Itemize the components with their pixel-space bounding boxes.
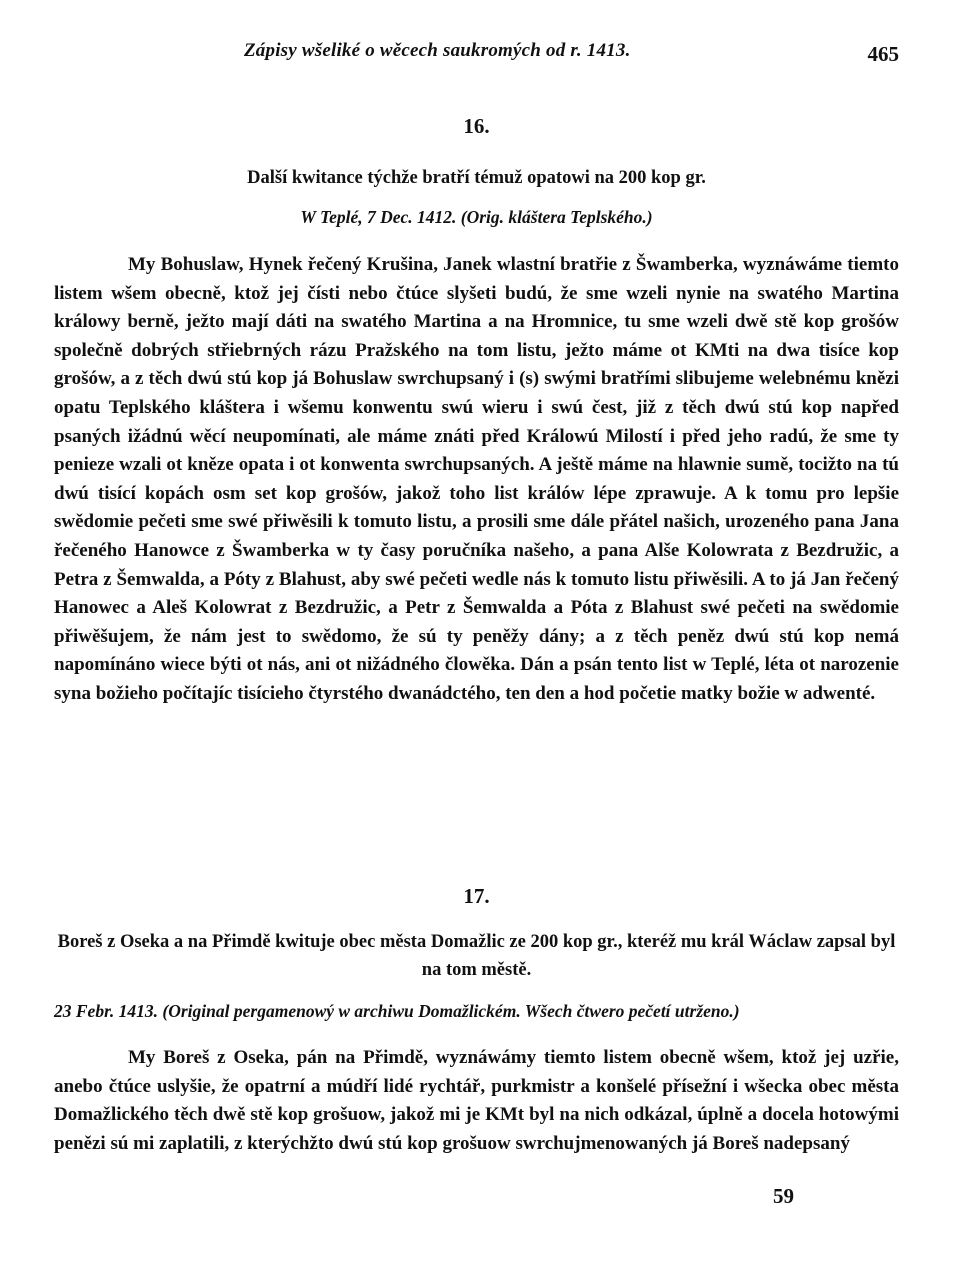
document-dating: W Teplé, 7 Dec. 1412. (Orig. kláštera Teplského.) [300, 207, 653, 227]
page-number: 465 [867, 42, 899, 66]
signature-mark: 59 [773, 1184, 794, 1208]
document-number: 17. [463, 884, 490, 908]
document-regest: Další kwitance týchže bratří témuž opatowi na 200 kop gr. [247, 168, 706, 188]
document-page [54, 0, 899, 1280]
running-head [54, 40, 899, 70]
running-title: Zápisy wšeliké o wěcech saukromých od r. 1413. [244, 40, 631, 61]
document-dating: 23 Febr. 1413. (Original pergamenowý w archiwu Domažlickém. Wšech čtwero pečetí utrženo.) [54, 1001, 740, 1021]
document-body: My Boreš z Oseka, pán na Přimdě, wyznáwámy tiemto listem obecně wšem, ktož jej uzřie, anebo čtúce uslyšie, že opatrní a múdří lidé rychtář, purkmistr a konšelé přísežní i wšecka obec města Domažlického těch dwě stě kop grošuow, jakož mi je KMt byl na nich odkázal, úplně a docela hotowými penězi sú mi zaplatili, z kterýchžto dwú stú kop grošuow swrchujmenowaných já Boreš nadepsaný [54, 1047, 899, 1154]
document-regest: Boreš z Oseka a na Přimdě kwituje obec města Domažlic ze 200 kop gr., kteréž mu král Wáclaw zapsal byl na tom městě. [57, 932, 896, 980]
document-number: 16. [463, 114, 490, 138]
document-body: My Bohuslaw, Hynek řečený Krušina, Janek wlastní bratřie z Šwamberka, wyznáwáme tiemto listem wšem obecně, ktož jej čísti nebo čtúce slyšeti budú, že sme wzeli nynie na swatého Martina králowy berně, ježto mají dáti na swatého Martina a na Hromnice, tu sme wzeli dwě stě kop grošów společně dobrých střiebrných rázu Pražského na tom listu, ježto máme ot KMti na dwa tisíce kop grošów, a z těch dwú stú kop já Bohuslaw swrchupsaný i (s) swými bratřími slibujeme welebnému knězi opatu Teplského kláštera i wšemu konwentu swú wieru i swú čest, již z těch dwú stú kop napřed psaných ižádnú wěcí neupomínati, ale máme znáti před Králowú Milostí i před jeho radú, že sme ty penieze wzali ot kněze opata i ot konwenta swrchupsaných. A ještě máme na hlawnie sumě, tocižto na tú dwú tisící kopách osm set kop grošów, jakož toho list králów lépe zprawuje. A k tomu pro lepšie swědomie pečeti sme swé přiwěsili k tomuto listu, a prosili sme dále přátel našich, urozeného pana Jana řečeného Hanowce z Šwamberka w ty časy poručníka našeho, a pana Alše Kolowrata z Bezdružic, a Petra z Šemwalda, a Póty z Blahust, aby swé pečeti wedle nás k tomuto listu přiwěsili. A to já Jan řečený Hanowec a Aleš Kolowrat z Bezdružic, a Petr z Šemwalda a Póta z Blahust swé pečeti na swědomie přiwěšujem, že nám jest to swědomo, že sú ty peněžy dány; a z těch peněz dwú stú kop nemá napomínáno wiece býti ot nás, ani ot nižádného člowěka. Dán a psán tento list w Teplé, léta ot narozenie syna božieho počítajíc tisícieho čtyrstého dwanádctého, ten den a hod početie matky božie w adwenté. [54, 254, 899, 704]
